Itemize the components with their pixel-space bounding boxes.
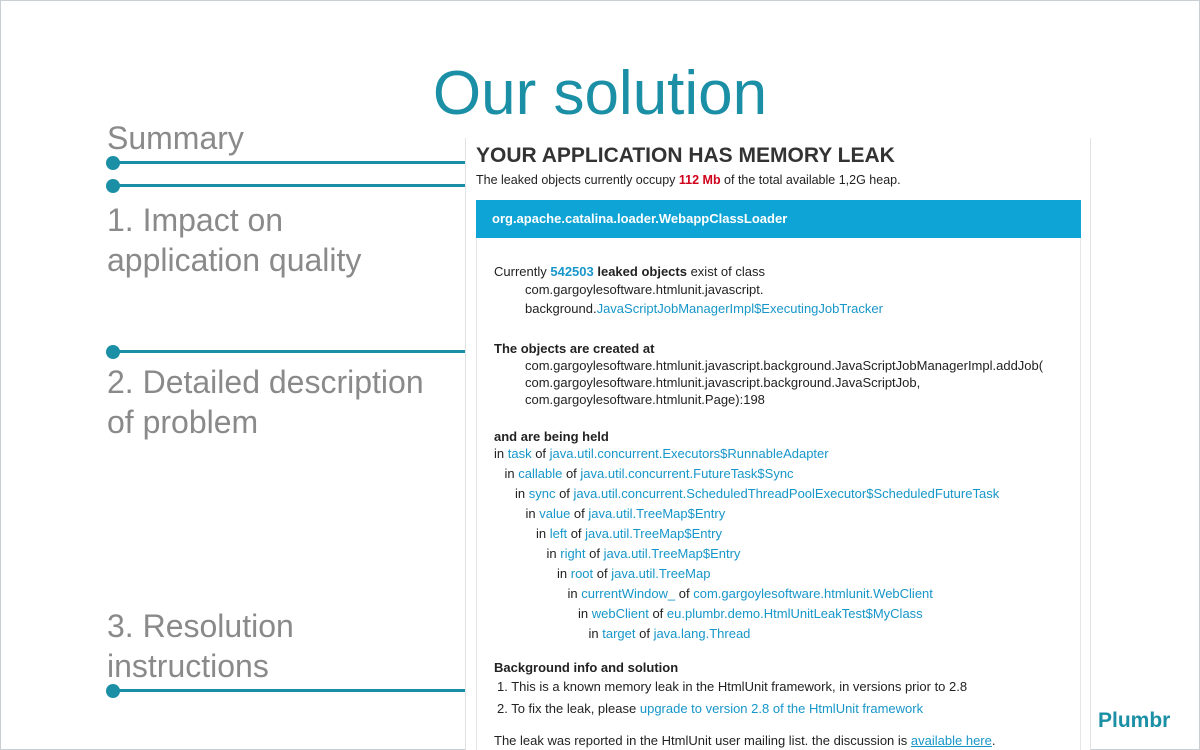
resolution-label-line1: 3. Resolution <box>107 608 294 644</box>
impact-label-line1: 1. Impact on <box>107 202 284 238</box>
chain-field-link[interactable]: task <box>507 446 532 461</box>
chain-word-in: in <box>567 586 582 601</box>
impact-connector <box>113 184 468 187</box>
report-summary <box>476 173 901 187</box>
upgrade-link[interactable]: upgrade to version 2.8 of the HtmlUnit framework <box>639 701 924 716</box>
reference-chain-row <box>578 606 923 621</box>
detail-label-line1: 2. Detailed description <box>107 364 424 400</box>
chain-type-link[interactable]: java.util.TreeMap$Entry <box>603 546 741 561</box>
resolution-label-line2: instructions <box>107 648 269 684</box>
chain-type-link[interactable]: java.util.TreeMap$Entry <box>588 506 726 521</box>
chain-word-in: in <box>504 466 519 481</box>
chain-word-of: of <box>555 486 574 501</box>
reference-chain-row <box>505 466 794 481</box>
background-title: Background info and solution <box>494 660 679 675</box>
leak-size-value: 112 Mb <box>678 173 721 187</box>
chain-word-of: of <box>570 506 589 521</box>
leaked-class-line3 <box>525 301 883 316</box>
detail-connector <box>113 350 468 353</box>
chain-type-link[interactable]: java.util.TreeMap$Entry <box>585 526 722 541</box>
held-by-title: and are being held <box>494 429 609 444</box>
report-summary-suffix: of the total available 1,2G heap. <box>720 173 901 187</box>
report-content <box>476 238 1081 750</box>
chain-field-link[interactable]: sync <box>528 486 556 501</box>
chain-type-link[interactable]: java.util.concurrent.Executors$RunnableAdapter <box>549 446 829 461</box>
leaked-count-prefix: Currently <box>494 264 551 279</box>
report-summary-prefix: The leaked objects currently occupy <box>476 173 679 187</box>
chain-type-link[interactable]: java.lang.Thread <box>653 626 751 641</box>
chain-type-link[interactable]: eu.plumbr.demo.HtmlUnitLeakTest$MyClass <box>666 606 923 621</box>
chain-word-in: in <box>536 526 550 541</box>
mailing-list-note <box>494 733 995 748</box>
chain-word-of: of <box>531 446 550 461</box>
leaked-class-link[interactable]: JavaScriptJobManagerImpl$ExecutingJobTracker <box>596 301 883 316</box>
reference-chain-row <box>526 506 726 521</box>
reference-chain-row <box>494 446 829 461</box>
reference-chain-row <box>536 526 722 541</box>
chain-field-link[interactable]: value <box>539 506 571 521</box>
chain-word-of: of <box>675 586 694 601</box>
leaked-class-line2: com.gargoylesoftware.htmlunit.javascript. <box>525 282 764 297</box>
leaked-count-suffix: exist of class <box>686 264 765 279</box>
chain-type-link[interactable]: java.util.TreeMap <box>611 566 711 581</box>
solution-item-1: 1. This is a known memory leak in the HtmlUnit framework, in versions prior to 2.8 <box>497 679 968 694</box>
reference-chain-row <box>557 566 710 581</box>
leaking-classloader-bar[interactable]: org.apache.catalina.loader.WebappClassLoader <box>476 200 1081 238</box>
mailing-list-suffix: . <box>991 733 996 748</box>
leak-report-panel <box>465 138 1091 750</box>
summary-connector <box>113 161 468 164</box>
reference-chain-row <box>568 586 933 601</box>
chain-word-in: in <box>525 506 540 521</box>
chain-field-link[interactable]: webClient <box>591 606 649 621</box>
leaked-count-value: 542503 <box>550 264 594 279</box>
chain-field-link[interactable]: left <box>549 526 568 541</box>
reference-chain-row <box>515 486 999 501</box>
chain-field-link[interactable]: target <box>602 626 636 641</box>
discussion-link[interactable]: available here <box>910 733 992 748</box>
solution-item-2-prefix: 2. To fix the leak, please <box>497 701 640 716</box>
chain-word-of: of <box>567 526 586 541</box>
mailing-list-prefix: The leak was reported in the HtmlUnit user mailing list. the discussion is <box>494 733 911 748</box>
leaked-objects-label: leaked objects <box>593 264 687 279</box>
created-at-title: The objects are created at <box>494 341 655 356</box>
detail-label-line2: of problem <box>107 404 259 440</box>
chain-word-in: in <box>578 606 592 621</box>
chain-word-in: in <box>546 546 561 561</box>
created-at-line3: com.gargoylesoftware.htmlunit.Page):198 <box>525 392 765 407</box>
chain-type-link[interactable]: java.util.concurrent.FutureTask$Sync <box>580 466 794 481</box>
chain-word-in: in <box>515 486 529 501</box>
chain-type-link[interactable]: com.gargoylesoftware.htmlunit.WebClient <box>693 586 933 601</box>
leaked-count-line <box>494 264 765 279</box>
chain-word-of: of <box>562 466 581 481</box>
reference-chain-row <box>589 626 751 641</box>
chain-field-link[interactable]: root <box>570 566 594 581</box>
created-at-line2: com.gargoylesoftware.htmlunit.javascript.background.JavaScriptJob, <box>525 375 921 390</box>
leaked-class-package: background. <box>525 301 597 316</box>
created-at-line1: com.gargoylesoftware.htmlunit.javascript.background.JavaScriptJobManagerImpl.addJob( <box>525 358 1044 373</box>
chain-type-link[interactable]: java.util.concurrent.ScheduledThreadPoolExecutor$ScheduledFutureTask <box>573 486 1000 501</box>
chain-word-of: of <box>593 566 612 581</box>
chain-field-link[interactable]: callable <box>518 466 563 481</box>
chain-word-in: in <box>494 446 508 461</box>
chain-field-link[interactable]: currentWindow_ <box>581 586 676 601</box>
summary-label: Summary <box>107 120 244 156</box>
solution-item-2 <box>497 701 923 716</box>
chain-word-in: in <box>557 566 571 581</box>
chain-field-link[interactable]: right <box>560 546 586 561</box>
resolution-connector <box>113 689 468 692</box>
report-heading: YOUR APPLICATION HAS MEMORY LEAK <box>476 144 895 167</box>
reference-chain-row <box>547 546 741 561</box>
impact-label-line2: application quality <box>107 242 362 278</box>
plumbr-logo: Plumbr <box>1098 709 1171 732</box>
chain-word-of: of <box>635 626 654 641</box>
slide-title: Our solution <box>432 59 768 128</box>
chain-word-in: in <box>588 626 603 641</box>
chain-word-of: of <box>648 606 667 621</box>
chain-word-of: of <box>585 546 604 561</box>
